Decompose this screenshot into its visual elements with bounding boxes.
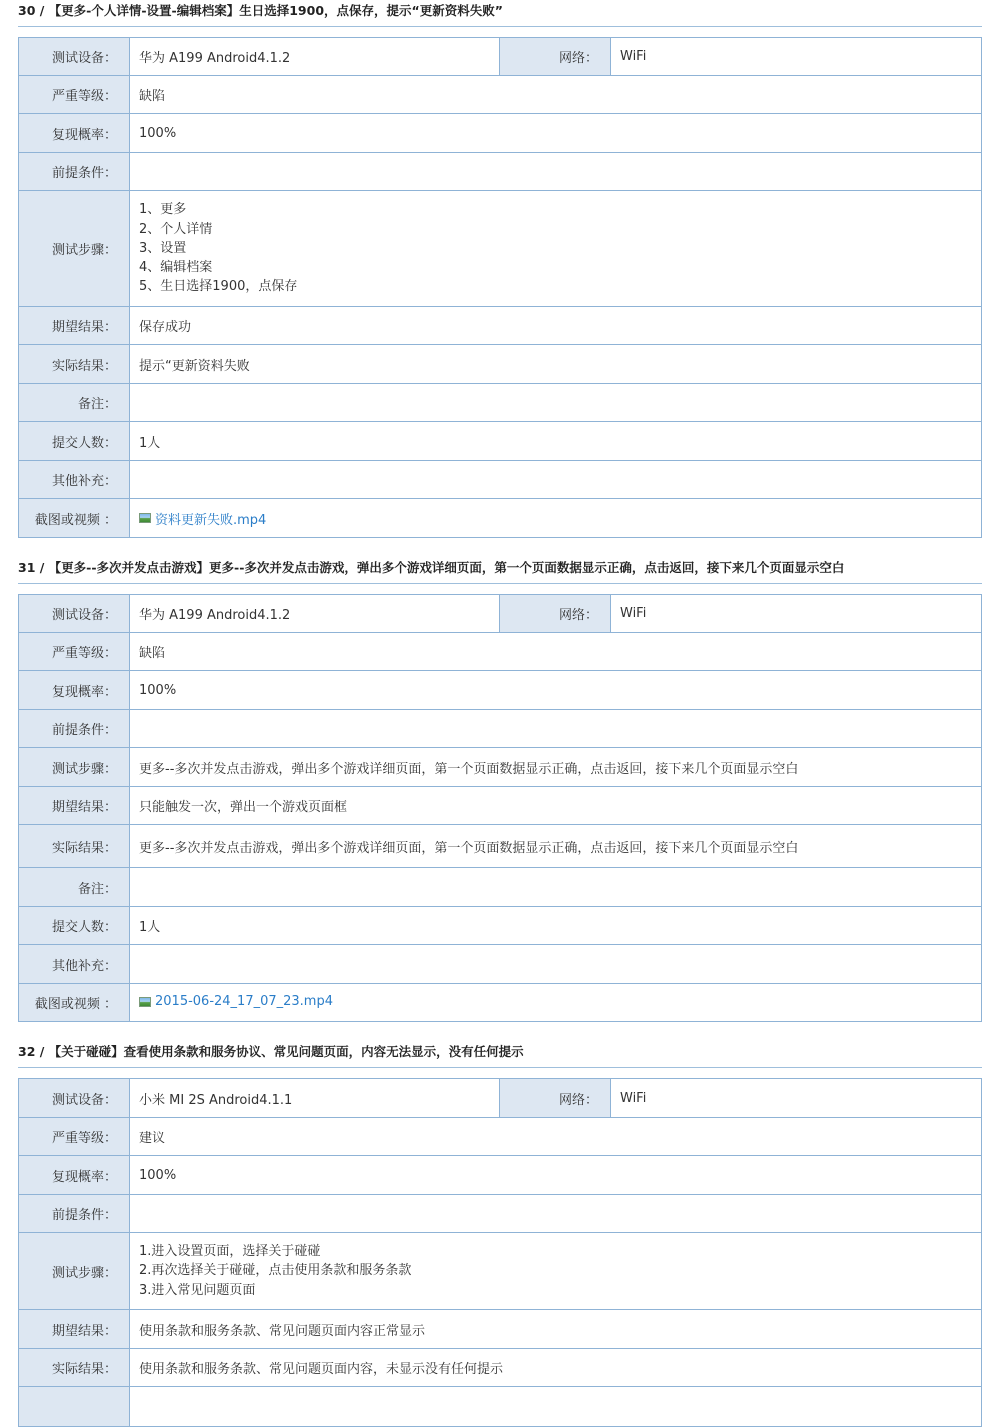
actual-value: 使用条款和服务条款、常见问题页面内容，未显示没有任何提示 [130,1349,982,1387]
bug-31-table [18,594,982,1022]
actual-label: 实际结果： [19,1349,130,1387]
submitters-row [19,907,982,945]
step-line: 2.再次选择关于碰碰，点击使用条款和服务条款 [139,1263,412,1279]
severity-row [19,76,982,114]
bug-30-table [18,37,982,538]
steps-label: 测试步骤： [19,1233,130,1310]
note-label [19,1387,130,1427]
reproduce-label: 复现概率： [19,114,130,153]
expected-value: 只能触发一次，弹出一个游戏页面框 [130,787,982,825]
note-label: 备注： [19,868,130,907]
extra-label: 其他补充： [19,461,130,499]
step-line: 2、个人详情 [139,221,213,237]
note-row [19,868,982,907]
steps-value [130,1233,982,1310]
steps-label: 测试步骤： [19,748,130,787]
device-value: 小米 MI 2S Android4.1.1 [130,1079,500,1118]
device-value: 华为 A199 Android4.1.2 [130,38,500,76]
precondition-label: 前提条件： [19,1195,130,1233]
reproduce-row [19,671,982,710]
bug-32-title-rule [18,1067,982,1068]
actual-row [19,1349,982,1387]
steps-label: 测试步骤： [19,191,130,307]
actual-value: 更多--多次并发点击游戏，弹出多个游戏详细页面，第一个页面数据显示正确，点击返回，接下来几个页面显示空白 [130,825,982,868]
step-line: 4、编辑档案 [139,260,213,276]
severity-value: 缺陷 [130,633,982,671]
steps-row [19,748,982,787]
extra-label: 其他补充： [19,945,130,984]
severity-label: 严重等级： [19,1118,130,1156]
actual-label: 实际结果： [19,825,130,868]
severity-value: 建议 [130,1118,982,1156]
step-line: 1.进入设置页面，选择关于碰碰 [139,1244,321,1260]
precondition-row [19,710,982,748]
precondition-value [130,1195,982,1233]
precondition-label: 前提条件： [19,710,130,748]
media-row [19,499,982,538]
media-value [130,984,982,1022]
severity-label: 严重等级： [19,633,130,671]
actual-label: 实际结果： [19,345,130,384]
reproduce-row [19,1156,982,1195]
extra-row [19,461,982,499]
note-row [19,384,982,422]
network-label: 网络： [500,1079,611,1118]
step-line: 3、设置 [139,240,187,256]
image-file-icon [139,513,151,523]
step-line: 3.进入常见问题页面 [139,1282,256,1298]
bug-32-table [18,1078,982,1427]
precondition-row [19,153,982,191]
media-row [19,984,982,1022]
actual-row [19,345,982,384]
device-label: 测试设备： [19,595,130,633]
media-label: 截图或视频 ： [19,984,130,1022]
precondition-label: 前提条件： [19,153,130,191]
network-value: WiFi [611,595,982,633]
submitters-value: 1人 [130,907,982,945]
expected-label: 期望结果： [19,787,130,825]
attachment-link[interactable] [139,994,333,1009]
extra-row [19,945,982,984]
reproduce-value: 100% [130,114,982,153]
precondition-row [19,1195,982,1233]
step-line: 5、生日选择1900，点保存 [139,279,298,295]
reproduce-label: 复现概率： [19,1156,130,1195]
expected-row [19,307,982,345]
expected-row [19,1310,982,1349]
reproduce-value: 100% [130,671,982,710]
network-value: WiFi [611,38,982,76]
attachment-filename: 2015-06-24_17_07_23.mp4 [155,994,333,1010]
network-label: 网络： [500,38,611,76]
actual-row [19,825,982,868]
device-row [19,38,982,76]
bug-31-title-rule [18,583,982,584]
steps-row [19,1233,982,1310]
submitters-row [19,422,982,461]
expected-value: 使用条款和服务条款、常见问题页面内容正常显示 [130,1310,982,1349]
steps-value: 更多--多次并发点击游戏，弹出多个游戏详细页面，第一个页面数据显示正确，点击返回，接下来几个页面显示空白 [130,748,982,787]
device-label: 测试设备： [19,38,130,76]
reproduce-row [19,114,982,153]
expected-label: 期望结果： [19,307,130,345]
expected-label: 期望结果： [19,1310,130,1349]
bug-30-title-rule [18,26,982,27]
bug-31-title: 31 / 【更多--多次并发点击游戏】更多--多次并发点击游戏，弹出多个游戏详细页面，第一个页面数据显示正确，点击返回，接下来几个页面显示空白 [18,560,845,575]
step-line: 1、更多 [139,202,187,218]
note-row [19,1387,982,1427]
device-row [19,595,982,633]
severity-row [19,1118,982,1156]
media-value [130,499,982,538]
note-value [130,384,982,422]
note-value [130,868,982,907]
precondition-value [130,153,982,191]
expected-value: 保存成功 [130,307,982,345]
network-value: WiFi [611,1079,982,1118]
attachment-filename: 资料更新失败.mp4 [155,512,267,528]
submitters-label: 提交人数： [19,422,130,461]
expected-row [19,787,982,825]
attachment-link[interactable] [139,509,266,528]
submitters-label: 提交人数： [19,907,130,945]
severity-row [19,633,982,671]
device-row [19,1079,982,1118]
steps-row [19,191,982,307]
severity-label: 严重等级： [19,76,130,114]
device-value: 华为 A199 Android4.1.2 [130,595,500,633]
note-label: 备注： [19,384,130,422]
precondition-value [130,710,982,748]
note-value [130,1387,982,1427]
bug-30-title: 30 / 【更多-个人详情-设置-编辑档案】生日选择1900，点保存，提示“更新资料失败” [18,3,503,18]
reproduce-value: 100% [130,1156,982,1195]
network-label: 网络： [500,595,611,633]
image-file-icon [139,997,151,1007]
steps-value [130,191,982,307]
media-label: 截图或视频 ： [19,499,130,538]
device-label: 测试设备： [19,1079,130,1118]
reproduce-label: 复现概率： [19,671,130,710]
actual-value: 提示“更新资料失败 [130,345,982,384]
severity-value: 缺陷 [130,76,982,114]
submitters-value: 1人 [130,422,982,461]
extra-value [130,461,982,499]
bug-32-title: 32 / 【关于碰碰】查看使用条款和服务协议、常见问题页面，内容无法显示，没有任何提示 [18,1044,524,1059]
extra-value [130,945,982,984]
